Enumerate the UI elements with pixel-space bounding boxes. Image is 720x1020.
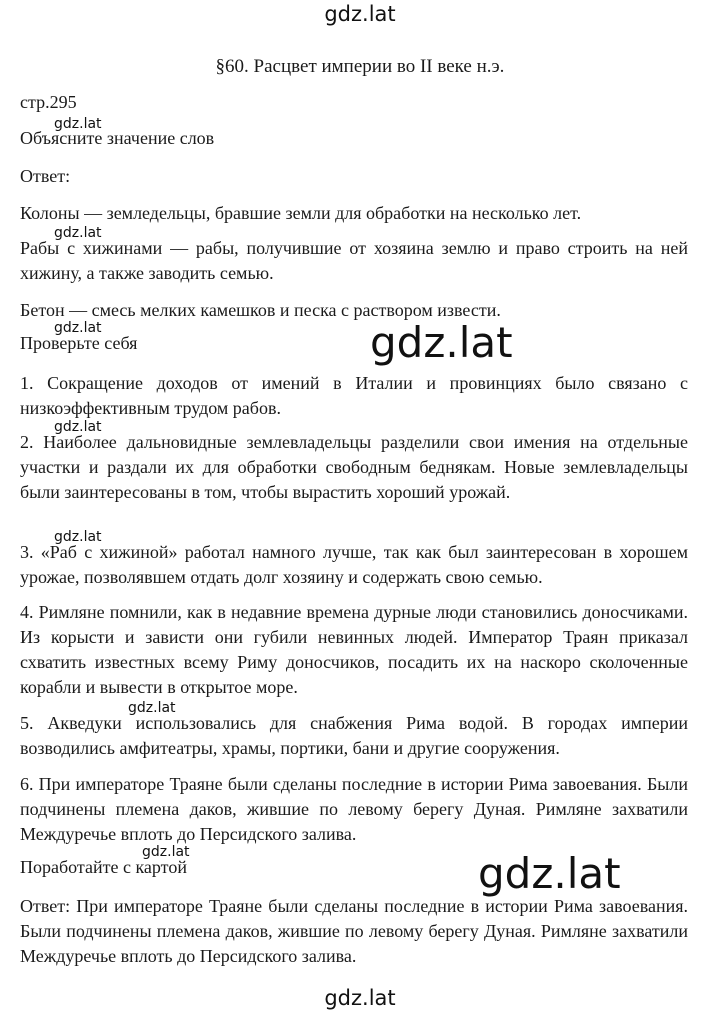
watermark-large: gdz.lat (370, 318, 513, 367)
answer-item: 6. При императоре Траяне были сделаны последние в истории Рима завоевания. Были подчинены племена даков, жившие по левому берегу Дуная. Римляне захватили Междуречье вплоть до Персидского залива. (20, 774, 688, 844)
watermark-small: gdz.lat (128, 700, 176, 716)
watermark-small: gdz.lat (54, 320, 102, 336)
watermark-small: gdz.lat (54, 529, 102, 545)
definition-item: Колоны — земледельцы, бравшие земли для обработки на несколько лет. (20, 203, 582, 223)
page-reference: стр.295 (20, 92, 77, 112)
answer-item: 2. Наиболее дальновидные землевладельцы разделили свои имения на отдельные участки и раздали их для обработки свободным беднякам. Новые землевладельцы были заинтересованы в том, чтобы вырастить хороший урожай. (20, 432, 688, 502)
watermark-bottom: gdz.lat (324, 986, 396, 1010)
watermark-small: gdz.lat (54, 419, 102, 435)
answer-item: 5. Акведуки использовались для снабжения Рима водой. В городах империи возводились амфитеатры, храмы, портики, бани и другие сооружения. (20, 713, 688, 758)
watermark-small: gdz.lat (54, 116, 102, 132)
page-title: §60. Расцвет империи во II веке н.э. (215, 56, 505, 77)
section-heading-check: Проверьте себя (20, 333, 138, 353)
section-heading-words: Объясните значение слов (20, 128, 215, 148)
map-answer: Ответ: При императоре Траяне были сделаны последние в истории Рима завоевания. Были подчинены племена даков, жившие по левому берегу Дуная. Римляне захватили Междуречье вплоть до Персидского залива. (20, 896, 688, 966)
watermark-small: gdz.lat (142, 844, 190, 860)
watermark-large: gdz.lat (478, 849, 621, 898)
section-heading-map: Поработайте с картой (20, 857, 187, 877)
answer-item: 3. «Раб с хижиной» работал намного лучше, так как был заинтересован в хорошем урожае, позволявшем отдать долг хозяину и содержать свою семью. (20, 542, 688, 587)
watermark-small: gdz.lat (54, 225, 102, 241)
definition-item: Рабы с хижинами — рабы, получившие от хозяина землю и право строить на ней хижину, а также заводить семью. (20, 238, 688, 283)
definition-item: Бетон — смесь мелких камешков и песка с раствором извести. (20, 300, 501, 320)
watermark-top: gdz.lat (324, 2, 396, 26)
answer-item: 4. Римляне помнили, как в недавние времена дурные люди становились доносчиками. Из корысти и зависти они губили невинных людей. Император Траян приказал схватить известных всему Риму доносчиков, посадить их на наскоро сколоченные корабли и вывести в открытое море. (20, 602, 688, 697)
answer-label: Ответ: (20, 166, 71, 186)
answer-item: 1. Сокращение доходов от имений в Италии и провинциях было связано с низкоэффективным трудом рабов. (20, 373, 688, 418)
